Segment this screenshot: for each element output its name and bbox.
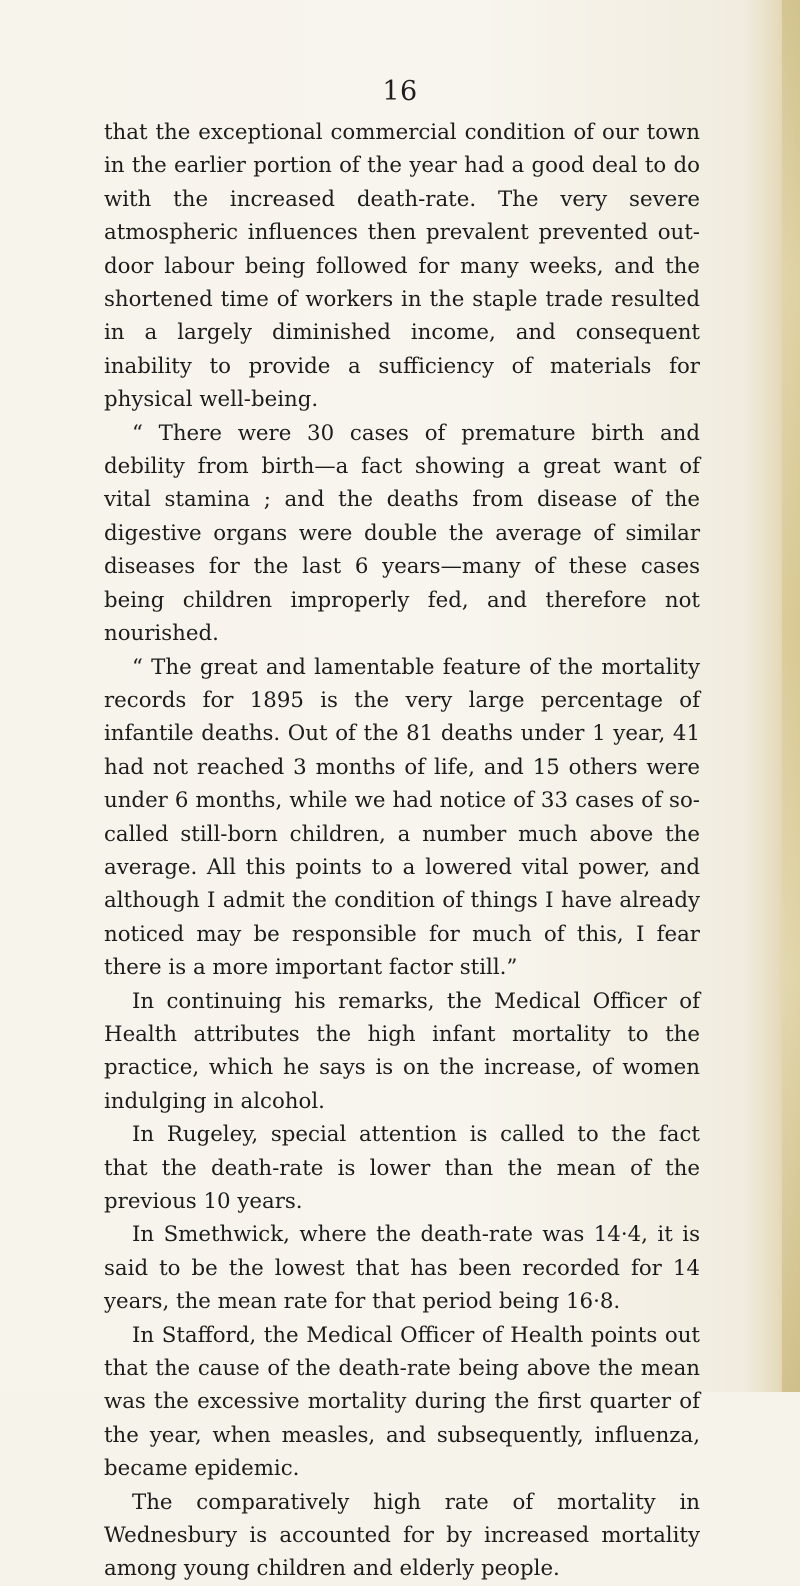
paragraph-alcohol-remarks: In continuing his remarks, the Medical Officer of Health attributes the high infant mortality to the practice, which he says is on the increase, of women indulging in alcohol. [104, 988, 700, 1114]
paragraph-smethwick: In Smethwick, where the death-rate was 14·4, it is said to be the lowest that has been recorded for 14 years, the mean rate for that period being 16·8. [104, 1222, 700, 1315]
paragraph-wednesbury: The comparatively high rate of mortality in Wednesbury is accounted for by increased mortality among young children and elderly people. [104, 1489, 700, 1582]
paragraph-rugeley: In Rugeley, special attention is called to the fact that the death-rate is lower than the mean of the previous 10 years. [104, 1122, 700, 1214]
body-text [104, 116, 700, 1586]
page-number: 16 [382, 76, 418, 107]
paragraph-continuation: that the exceptional commercial condition of our town in the earlier portion of the year had a good deal to do with the increased death-rate. The very severe atmospheric influences then prevalent prevented out-door labour being followed for many weeks, and the shortened time of workers in the staple trade resulted in a largely diminished income, and consequent inability to provide a sufficiency of materials for physical well-being. [104, 120, 700, 413]
paragraph-stafford: In Stafford, the Medical Officer of Health points out that the cause of the death-rate being above the mean was the excessive mortality during the first quarter of the year, when measles, and subsequently, influenza, became epidemic. [104, 1322, 700, 1482]
paragraph-infantile-deaths: “ The great and lamentable feature of the mortality records for 1895 is the very large percentage of infantile deaths. Out of the 81 deaths under 1 year, 41 had not reached 3 months of life, and 15 others were under 6 months, while we had notice of 33 cases of so-called still-born children, a number much above the average. All this points to a lowered vital power, and although I admit the condition of things I have already noticed may be responsible for much of this, I fear there is a more important factor still.” [104, 654, 700, 981]
paragraph-premature-birth: “ There were 30 cases of premature birth and debility from birth—a fact showing a great want of vital stamina ; and the deaths from disease of the digestive organs were double the average of similar diseases for the last 6 years—many of these cases being children improperly fed, and therefore not nourished. [104, 420, 700, 647]
page-edge-stain [782, 0, 800, 1392]
